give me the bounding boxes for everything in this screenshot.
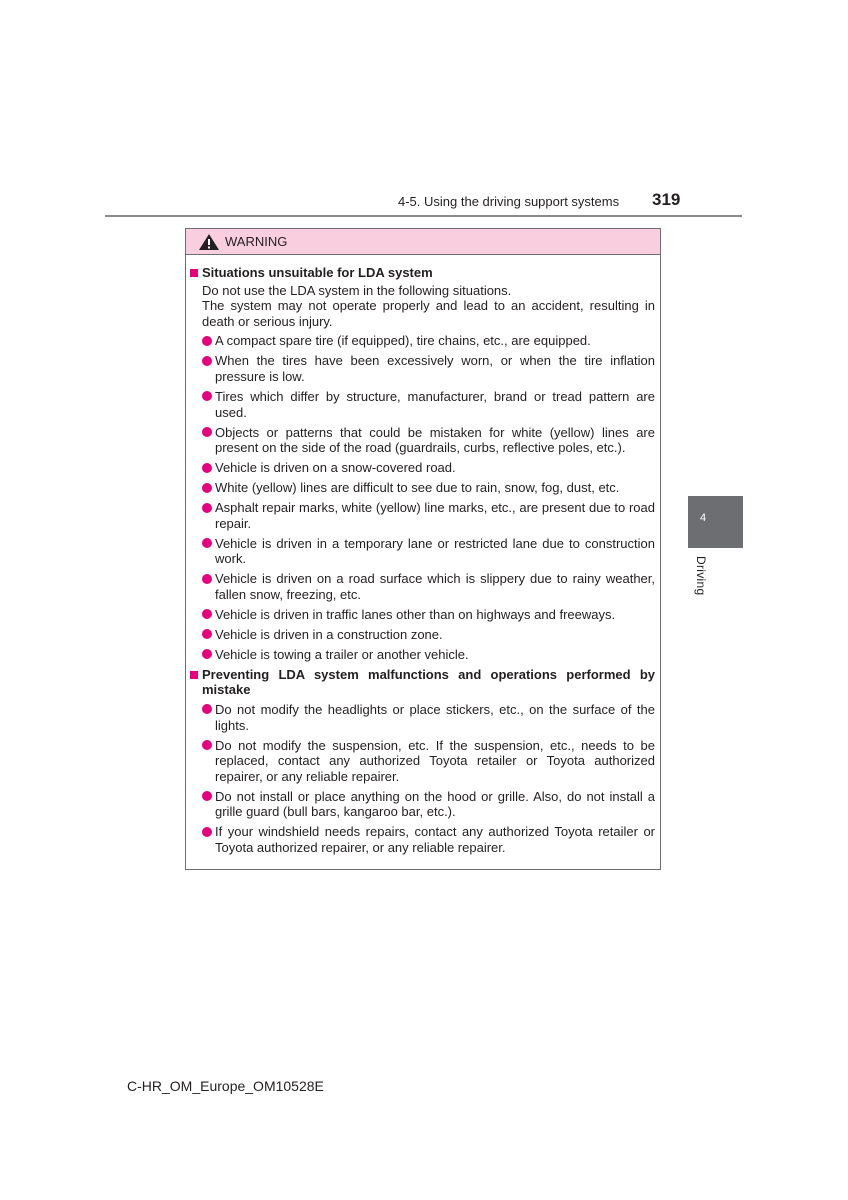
list-item: Tires which differ by structure, manufacturer, brand or tread pattern are used. — [202, 389, 655, 420]
list-item: White (yellow) lines are difficult to see due to rain, snow, fog, dust, etc. — [202, 480, 655, 496]
list-item: Vehicle is driven in a construction zone. — [202, 627, 655, 643]
list-item: Asphalt repair marks, white (yellow) line marks, etc., are present due to road repair. — [202, 500, 655, 531]
list-item: Vehicle is towing a trailer or another vehicle. — [202, 647, 655, 663]
bullet-dot-icon — [202, 649, 212, 659]
header-divider — [105, 215, 742, 217]
list-item: Vehicle is driven in traffic lanes other than on highways and freeways. — [202, 607, 655, 623]
bullet-dot-icon — [202, 740, 212, 750]
list-item: If your windshield needs repairs, contact any authorized Toyota retailer or Toyota authorized repairer, or any reliable repairer. — [202, 824, 655, 855]
bullet-dot-icon — [202, 704, 212, 714]
intro-line: Do not use the LDA system in the following situations. — [202, 282, 512, 298]
list-item: Do not modify the suspension, etc. If the suspension, etc., needs to be replaced, contact any authorized Toyota retailer or Toyota authorized repairer, or any reliable repairer. — [202, 738, 655, 785]
warning-triangle-icon — [198, 233, 220, 251]
bullet-dot-icon — [202, 574, 212, 584]
list-item: A compact spare tire (if equipped), tire chains, etc., are equipped. — [202, 333, 655, 349]
warning-title: WARNING — [225, 234, 288, 249]
bullet-dot-icon — [202, 427, 212, 437]
bullet-dot-icon — [202, 629, 212, 639]
square-bullet-icon — [190, 671, 198, 679]
section-heading: Preventing LDA system malfunctions and operations performed by mistake — [190, 667, 655, 698]
chapter-tab[interactable] — [688, 496, 743, 548]
document-code: C-HR_OM_Europe_OM10528E — [127, 1078, 324, 1094]
bullet-dot-icon — [202, 827, 212, 837]
bullet-dot-icon — [202, 463, 212, 473]
section-heading: Situations unsuitable for LDA system — [190, 265, 655, 281]
warning-body — [186, 255, 660, 855]
list-item: Vehicle is driven on a snow-covered road. — [202, 460, 655, 476]
section-title: 4-5. Using the driving support systems — [398, 194, 620, 209]
bullet-dot-icon — [202, 791, 212, 801]
chapter-tab-number: 4 — [699, 512, 707, 524]
list-item: Vehicle is driven in a temporary lane or restricted lane due to construction work. — [202, 536, 655, 567]
bullet-list — [190, 702, 655, 856]
bullet-dot-icon — [202, 609, 212, 619]
bullet-list — [190, 333, 655, 662]
bullet-dot-icon — [202, 356, 212, 366]
chapter-tab-label: Driving — [694, 556, 708, 596]
square-bullet-icon — [190, 269, 198, 277]
page-number: 319 — [652, 190, 681, 209]
warning-box — [185, 228, 661, 870]
bullet-dot-icon — [202, 538, 212, 548]
list-item: Do not modify the headlights or place stickers, etc., on the surface of the lights. — [202, 702, 655, 733]
bullet-dot-icon — [202, 391, 212, 401]
bullet-dot-icon — [202, 503, 212, 513]
list-item: When the tires have been excessively worn, or when the tire inflation pressure is low. — [202, 353, 655, 384]
list-item: Vehicle is driven on a road surface which is slippery due to rainy weather, fallen snow, freezing, etc. — [202, 571, 655, 602]
list-item: Objects or patterns that could be mistaken for white (yellow) lines are present on the side of the road (guardrails, curbs, reflective poles, etc.). — [202, 425, 655, 456]
warning-header — [186, 229, 660, 255]
bullet-dot-icon — [202, 483, 212, 493]
list-item: Do not install or place anything on the hood or grille. Also, do not install a grille guard (bull bars, kangaroo bar, etc.). — [202, 789, 655, 820]
intro-line: The system may not operate properly and lead to an accident, resulting in death or serious injury. — [202, 298, 655, 329]
bullet-dot-icon — [202, 336, 212, 346]
